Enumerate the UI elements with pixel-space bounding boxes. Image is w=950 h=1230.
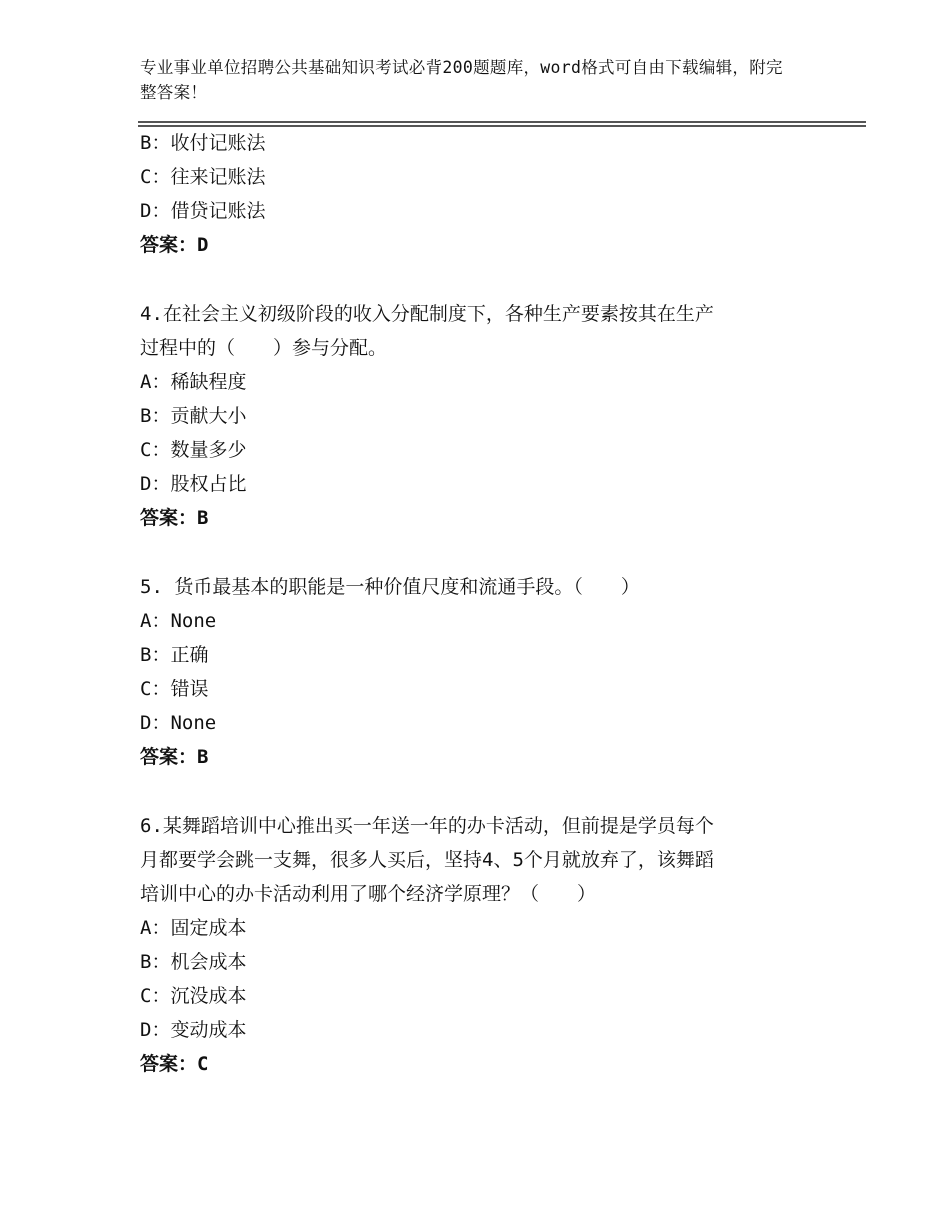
- question-stem: 6.某舞蹈培训中心推出买一年送一年的办卡活动，但前提是学员每个: [140, 815, 714, 837]
- option-d: D：None: [140, 712, 217, 734]
- question-5: [140, 570, 820, 774]
- answer: 答案：B: [140, 746, 209, 768]
- option-d: D：变动成本: [140, 1019, 247, 1041]
- question-4: [140, 297, 820, 535]
- option-d: D：股权占比: [140, 473, 247, 495]
- option-b: B：收付记账法: [140, 132, 266, 154]
- question-stem: 4.在社会主义初级阶段的收入分配制度下，各种生产要素按其在生产: [140, 303, 714, 325]
- question-stem: 月都要学会跳一支舞，很多人买后，坚持4、5个月就放弃了，该舞蹈: [140, 849, 714, 871]
- answer: 答案：B: [140, 507, 209, 529]
- question-stem: 培训中心的办卡活动利用了哪个经济学原理？（ ）: [140, 883, 597, 905]
- answer: 答案：C: [140, 1053, 209, 1075]
- option-b: B：贡献大小: [140, 405, 247, 427]
- header-divider: [138, 121, 866, 123]
- option-c: C：沉没成本: [140, 985, 247, 1007]
- question-stem: 5. 货币最基本的职能是一种价值尺度和流通手段。（ ）: [140, 576, 640, 598]
- option-c: C：往来记账法: [140, 166, 266, 188]
- option-a: A：稀缺程度: [140, 371, 247, 393]
- question-stem: 过程中的（ ）参与分配。: [140, 337, 388, 359]
- question-3-tail: [140, 126, 820, 262]
- answer: 答案：D: [140, 234, 209, 256]
- question-6: [140, 809, 820, 1081]
- option-d: D：借贷记账法: [140, 200, 266, 222]
- option-b: B：正确: [140, 644, 209, 666]
- option-a: A：固定成本: [140, 917, 247, 939]
- page-header-title: 专业事业单位招聘公共基础知识考试必背200题题库，word格式可自由下载编辑，附完整答案！: [140, 58, 783, 102]
- option-c: C：错误: [140, 678, 209, 700]
- option-b: B：机会成本: [140, 951, 247, 973]
- option-a: A：None: [140, 610, 217, 632]
- option-c: C：数量多少: [140, 439, 247, 461]
- question-list: [140, 126, 820, 1081]
